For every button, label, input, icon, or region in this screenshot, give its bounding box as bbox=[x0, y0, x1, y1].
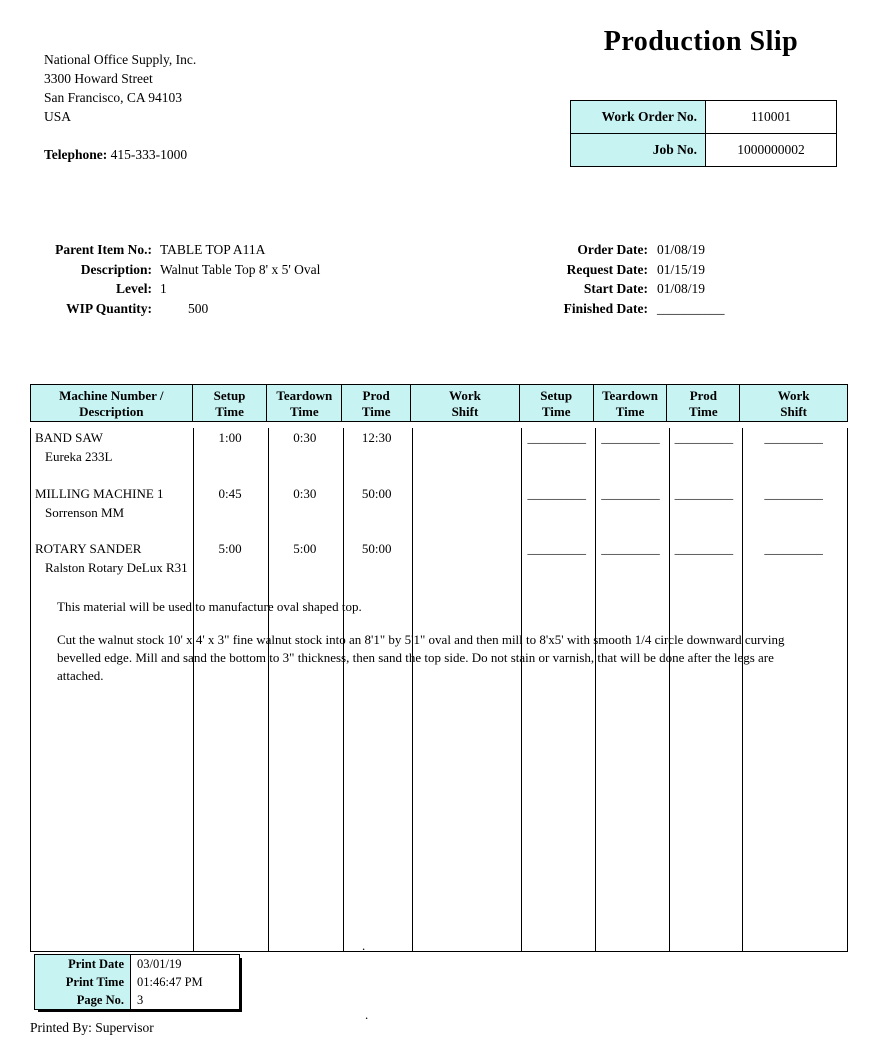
print-date-value: 03/01/19 bbox=[137, 957, 182, 971]
machine-description: Ralston Rotary DeLux R31 bbox=[45, 560, 188, 575]
stray-dot: . bbox=[365, 1007, 369, 1022]
level-row bbox=[30, 279, 320, 299]
company-address-line3: USA bbox=[44, 109, 72, 124]
work-shift-writein-blank: _________ bbox=[764, 541, 823, 556]
work-order-no-value: 110001 bbox=[751, 109, 791, 124]
setup-time-value: 0:45 bbox=[218, 485, 242, 501]
level-label: Level: bbox=[116, 281, 152, 296]
prod-time-writein-blank: _________ bbox=[674, 485, 734, 501]
company-address-line2: San Francisco, CA 94103 bbox=[44, 90, 182, 105]
col-header-prod-time-1: Prod Time bbox=[342, 385, 411, 421]
machine-table-body bbox=[30, 428, 848, 952]
machine-name: BAND SAW bbox=[35, 430, 103, 445]
prod-time-value: 50:00 bbox=[361, 485, 392, 501]
machine-name: ROTARY SANDER bbox=[35, 541, 142, 556]
work-shift-value bbox=[411, 484, 520, 540]
telephone-value: 415-333-1000 bbox=[110, 147, 188, 162]
machine-table-header bbox=[30, 384, 848, 422]
print-date-row bbox=[35, 955, 239, 973]
page-no-label: Page No. bbox=[35, 991, 131, 1009]
setup-time-value: 1:00 bbox=[218, 430, 242, 445]
company-address-line1: 3300 Howard Street bbox=[44, 71, 153, 86]
print-time-label: Print Time bbox=[35, 973, 131, 991]
col-header-machine-description: Machine Number / Description bbox=[31, 385, 193, 421]
order-date-label: Order Date: bbox=[577, 242, 648, 257]
setup-time-value: 5:00 bbox=[218, 541, 242, 556]
machine-row-band-saw bbox=[31, 428, 847, 484]
date-info-block bbox=[430, 240, 725, 318]
description-row bbox=[30, 260, 320, 280]
print-time-row bbox=[35, 973, 239, 991]
machine-row-milling-machine bbox=[31, 484, 847, 540]
teardown-time-value: 5:00 bbox=[293, 541, 317, 556]
description-label: Description: bbox=[80, 261, 152, 277]
job-no-value: 1000000002 bbox=[737, 142, 805, 157]
print-date-label: Print Date bbox=[35, 955, 131, 973]
notes-line1: This material will be used to manufacture oval shaped top. bbox=[57, 599, 362, 614]
parent-item-row bbox=[30, 240, 320, 260]
machine-table bbox=[30, 384, 848, 952]
printed-by-label: Printed By: bbox=[30, 1020, 92, 1035]
notes-paragraph: Cut the walnut stock 10' x 4' x 3" fine walnut stock into an 8'1" by 5'1" oval and then mill to 8'x5' with smooth 1/4 circle downward curving bevelled edge. Mill and sand the bottom to 3" thickness, then sand the top side. Do not stain or varnish, that will be done after the legs are attached. bbox=[57, 632, 785, 683]
work-shift-writein-blank: _________ bbox=[764, 485, 823, 501]
work-shift-value bbox=[411, 428, 520, 484]
telephone-label: Telephone: bbox=[44, 147, 108, 162]
col-header-prod-time-2: Prod Time bbox=[667, 385, 740, 421]
teardown-time-value: 0:30 bbox=[293, 430, 317, 445]
job-no-row bbox=[571, 133, 836, 166]
item-info-block bbox=[30, 240, 320, 318]
col-header-work-shift-2: Work Shift bbox=[777, 388, 810, 419]
finished-date-blank: __________ bbox=[657, 300, 725, 316]
work-order-no-label: Work Order No. bbox=[571, 101, 706, 133]
prod-time-writein-blank: _________ bbox=[674, 541, 734, 556]
order-date-value: 01/08/19 bbox=[657, 242, 706, 257]
finished-date-row bbox=[430, 299, 725, 319]
machine-description: Eureka 233L bbox=[45, 449, 113, 464]
col-header-teardown-time-2: Teardown Time bbox=[594, 385, 668, 421]
page-no-value: 3 bbox=[137, 993, 144, 1007]
print-info-table bbox=[34, 954, 240, 1010]
page-title: Production Slip bbox=[603, 26, 799, 57]
machine-name: MILLING MACHINE 1 bbox=[35, 485, 164, 501]
telephone-line bbox=[44, 145, 196, 164]
start-date-value: 01/08/19 bbox=[657, 281, 706, 296]
company-info-block bbox=[44, 50, 196, 164]
work-shift-value bbox=[411, 539, 520, 595]
work-order-row bbox=[571, 101, 836, 133]
stray-dot: . bbox=[362, 938, 366, 953]
wip-quantity-row bbox=[30, 299, 320, 319]
request-date-label: Request Date: bbox=[566, 261, 648, 277]
routing-notes bbox=[57, 598, 799, 685]
setup-time-writein-blank: _________ bbox=[527, 541, 586, 556]
setup-time-writein-blank: _________ bbox=[527, 430, 586, 445]
prod-time-value: 50:00 bbox=[361, 541, 392, 556]
print-time-value: 01:46:47 PM bbox=[137, 975, 203, 989]
wip-quantity-label: WIP Quantity: bbox=[66, 300, 152, 316]
description-value: Walnut Table Top 8' x 5' Oval bbox=[160, 261, 321, 277]
teardown-time-writein-blank: _________ bbox=[601, 541, 660, 556]
wip-quantity-value: 500 bbox=[188, 300, 209, 316]
parent-item-no-value: TABLE TOP A11A bbox=[160, 242, 266, 257]
machine-row-rotary-sander bbox=[31, 539, 847, 595]
col-header-setup-time-1: Setup Time bbox=[193, 385, 268, 421]
finished-date-label: Finished Date: bbox=[563, 300, 648, 316]
request-date-row bbox=[430, 260, 725, 280]
start-date-label: Start Date: bbox=[583, 281, 648, 296]
col-header-work-shift-1: Work Shift bbox=[411, 385, 520, 421]
printed-by-value: Supervisor bbox=[95, 1020, 154, 1035]
prod-time-value: 12:30 bbox=[361, 430, 392, 445]
prod-time-writein-blank: _________ bbox=[674, 430, 734, 445]
col-header-teardown-time-1: Teardown Time bbox=[267, 385, 342, 421]
page-no-row bbox=[35, 991, 239, 1009]
teardown-time-value: 0:30 bbox=[293, 485, 317, 501]
level-value: 1 bbox=[160, 281, 167, 296]
machine-description: Sorrenson MM bbox=[45, 504, 125, 520]
setup-time-writein-blank: _________ bbox=[527, 485, 586, 501]
work-shift-writein-blank: _________ bbox=[764, 430, 823, 445]
parent-item-no-label: Parent Item No.: bbox=[55, 242, 152, 257]
job-no-label: Job No. bbox=[571, 134, 706, 166]
printed-by-line bbox=[30, 1020, 154, 1036]
order-date-row bbox=[430, 240, 725, 260]
col-header-setup-time-2: Setup Time bbox=[520, 385, 594, 421]
company-name: National Office Supply, Inc. bbox=[44, 52, 197, 67]
request-date-value: 01/15/19 bbox=[657, 261, 706, 277]
teardown-time-writein-blank: _________ bbox=[601, 430, 660, 445]
start-date-row bbox=[430, 279, 725, 299]
teardown-time-writein-blank: _________ bbox=[601, 485, 660, 501]
work-order-table bbox=[570, 100, 837, 167]
